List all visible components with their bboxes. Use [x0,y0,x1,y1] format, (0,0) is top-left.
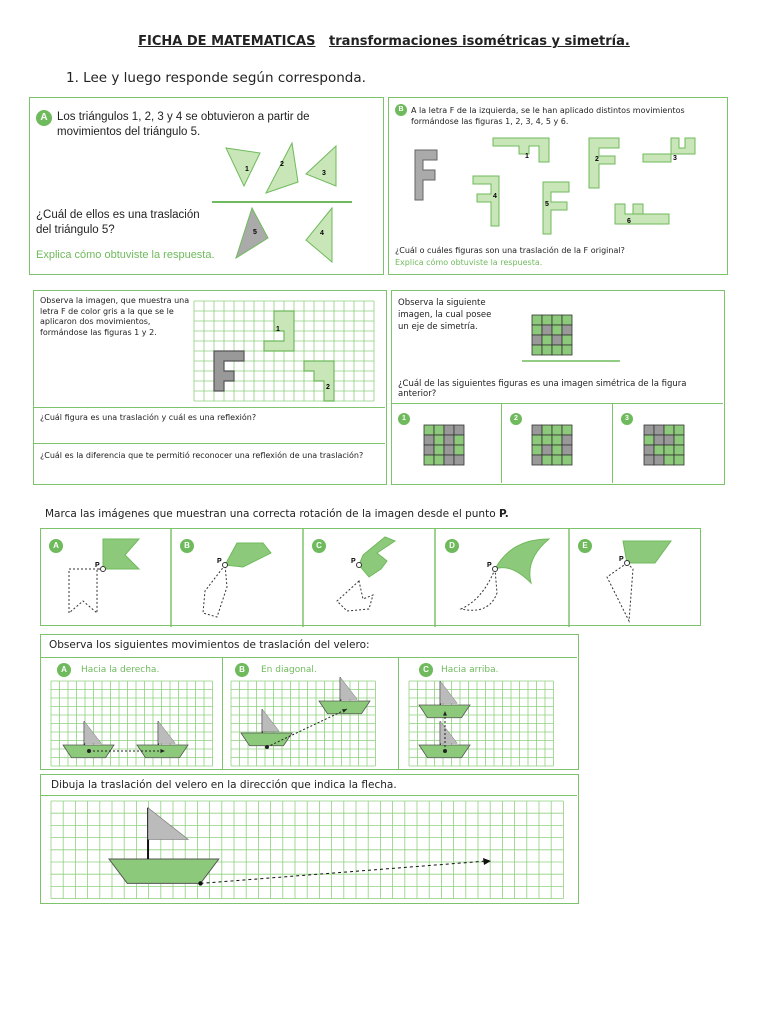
f-figures [389,98,729,276]
rotation-figures [41,529,702,627]
option-badge-a[interactable]: A [49,539,63,553]
exercise-d [391,290,725,485]
sailboat-section [40,634,579,770]
f-label: 2 [326,384,330,391]
option-badge-e[interactable]: E [578,539,592,553]
triangle-2 [266,143,298,193]
option-badge-c[interactable]: C [312,539,326,553]
f-label: 1 [276,326,280,333]
divider [34,443,385,444]
divider [612,403,613,483]
title-sub: transformaciones isométricas y simetría. [329,34,630,49]
exercise-b-question: ¿Cuál o cuáles figuras son una traslación de la F original? [395,246,625,255]
f-label: 5 [545,201,549,208]
rotation-instruction [45,508,509,520]
exercise-b-text: A la letra F de la izquierda, se le han aplicado distintos movimientos formándose las figuras 1, 2, 3, 4, 5 y 6. [411,106,685,126]
option-badge-d[interactable]: D [445,539,459,553]
rotation-point-label: P. [498,508,509,520]
option-badge: 2 [510,413,522,425]
f-label: 1 [525,153,529,160]
divider [34,407,385,408]
divider [501,403,502,483]
panel-badge-c: C [419,663,433,677]
exercise-c-question-1: ¿Cuál figura es una traslación y cuál es una reflexión? [40,413,257,422]
f-label: 6 [627,218,631,225]
exercise-c-text: Observa la imagen, que muestra una letra F de color gris a la que se le aplicaron dos movimientos, formándose las figuras 1 y 2. [40,296,190,337]
triangle-label: 5 [253,229,257,236]
draw-section [40,774,579,904]
rotation-option-d [461,539,549,610]
f-figure-1 [493,138,549,162]
rotation-option-e [607,541,671,621]
option-badge: 3 [621,413,633,425]
triangle-5 [236,208,268,258]
panel-label-c: Hacia arriba. [441,665,499,675]
f-figure-4 [473,176,499,226]
exercise-a [29,97,384,275]
point-p-label: P [619,556,624,563]
panel-badge-a: A [57,663,71,677]
page-title [0,34,768,49]
f-figure-5 [543,182,569,234]
divider [392,403,723,404]
point-p-label: P [351,558,356,565]
f-original [415,150,437,200]
exercise-c [33,290,387,485]
exercise-c-question-2: ¿Cuál es la diferencia que te permitió reconocer una reflexión de una traslación? [40,451,364,460]
rotation-text: Marca las imágenes que muestran una correcta rotación de la imagen desde el punto [45,508,496,520]
sailboat-grids [41,635,580,771]
exercise-b-explain: Explica cómo obtuviste la respuesta. [395,258,543,267]
f-label: 2 [595,156,599,163]
exercise-a-text: Los triángulos 1, 2, 3 y 4 se obtuvieron a partir de movimientos del triángulo 5. [57,111,310,138]
rotation-option-c [337,537,395,611]
triangle-4 [306,208,332,262]
exercise-b [388,97,728,275]
option-badge-b[interactable]: B [180,539,194,553]
triangle-label: 2 [280,161,284,168]
f-label: 4 [493,193,497,200]
rotation-option-b [203,543,271,617]
exercise-a-explain: Explica cómo obtuviste la respuesta. [36,249,215,261]
triangle-1 [226,148,260,186]
exercise-a-question: ¿Cuál de ellos es una traslación del triángulo 5? [36,209,200,236]
point-p-label: P [217,558,222,565]
badge-b: B [395,104,407,116]
f-figure-3 [643,138,695,162]
triangle-label: 4 [320,230,324,237]
triangle-label: 3 [322,170,326,177]
triangles-figure [30,98,385,276]
point-p-label: P [95,562,100,569]
panel-badge-b: B [235,663,249,677]
draw-title: Dibuja la traslación del velero en la dirección que indica la flecha. [51,779,397,791]
f-label: 3 [673,155,677,162]
exercise-d-text: Observa la siguiente imagen, la cual posee un eje de simetría. [398,298,492,332]
rotation-option-a [69,539,139,613]
triangle-3 [306,146,336,186]
rotation-options [40,528,701,626]
panel-label-a: Hacia la derecha. [81,665,160,675]
badge-a: A [36,110,52,126]
sailboat-title: Observa los siguientes movimientos de traslación del velero: [49,639,370,651]
option-badge: 1 [398,413,410,425]
f-figure-2 [589,138,619,188]
point-p-label: P [487,562,492,569]
panel-label-b: En diagonal. [261,665,317,675]
draw-grid[interactable] [41,775,580,905]
instruction-1: 1. Lee y luego responde según corresponda. [66,70,366,86]
triangle-label: 1 [245,166,249,173]
title-main: FICHA DE MATEMATICAS [138,34,316,49]
exercise-d-question: ¿Cuál de las siguientes figuras es una imagen simétrica de la figura anterior? [398,379,687,399]
